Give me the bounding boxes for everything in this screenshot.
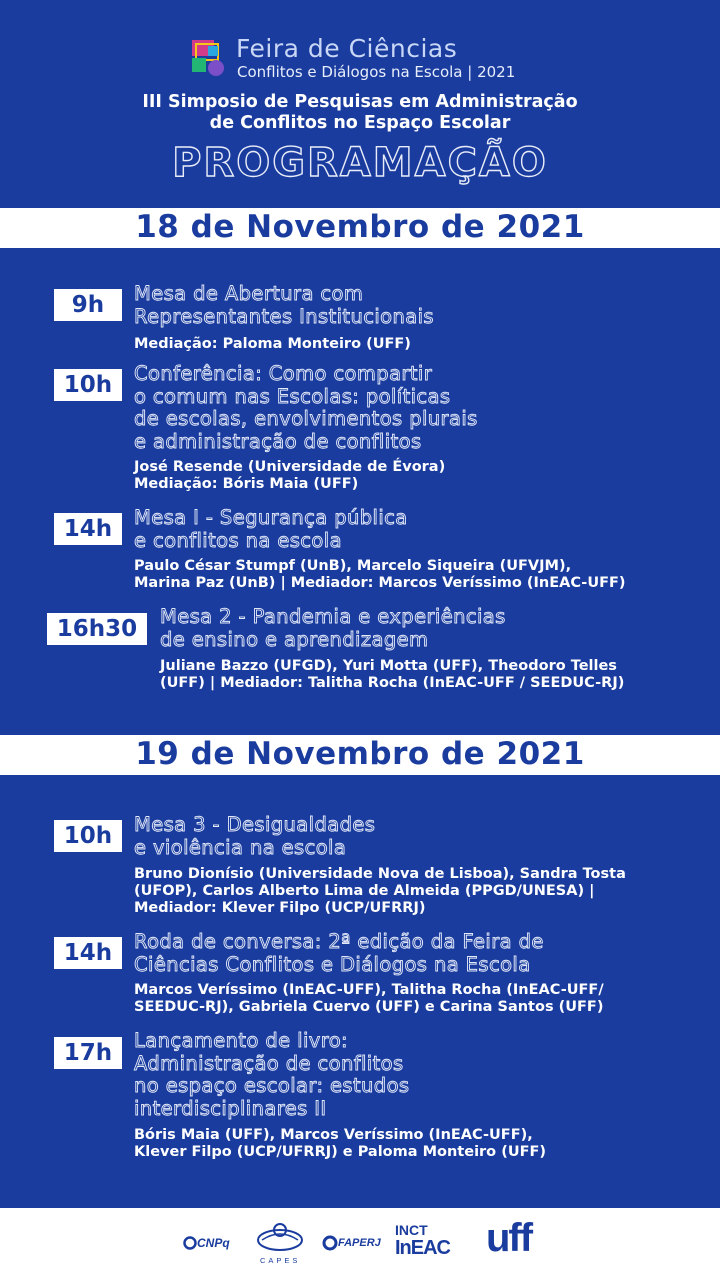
- time-badge: 16h30: [47, 613, 147, 645]
- event-title-line: Ciências Conflitos e Diálogos na Escola: [134, 952, 531, 976]
- uff-logo: [486, 1216, 556, 1264]
- people-line: Marina Paz (UnB) | Mediador: Marcos Veríssimo (InEAC-UFF): [134, 575, 626, 591]
- event-people: [134, 558, 626, 592]
- people-line: Klever Filpo (UCP/UFRRJ) e Paloma Monteiro (UFF): [134, 1144, 547, 1160]
- event-title-line: e violência na escola: [134, 835, 347, 859]
- symposium-line: de Conflitos no Espaço Escolar: [209, 113, 511, 133]
- faperj-logo: [322, 1232, 384, 1254]
- uff-text: uff: [486, 1216, 532, 1260]
- event-title-line: Mesa 3 - Desigualdades: [134, 813, 376, 836]
- people-line: Marcos Veríssimo (InEAC-UFF), Talitha Rocha (InEAC-UFF/: [134, 982, 604, 998]
- time-badge: 10h: [54, 369, 122, 401]
- event-people: [134, 459, 445, 493]
- event-title-line: e conflitos na escola: [134, 528, 342, 552]
- event-people: [134, 982, 604, 1016]
- event-title: [134, 1030, 409, 1120]
- speech-bubbles-icon: [190, 38, 230, 78]
- cnpq-logo: [183, 1234, 237, 1254]
- people-line: (UFOP), Carlos Alberto Lima de Almeida (PPGD/UNESA) |: [134, 883, 595, 899]
- people-line: Paulo César Stumpf (UnB), Marcelo Siqueira (UFVJM),: [134, 558, 572, 574]
- capes-emblem-icon: [256, 1218, 304, 1254]
- event-people: [134, 1127, 546, 1161]
- inct-ineac-logo: [395, 1223, 465, 1263]
- event-people: [134, 336, 411, 353]
- time-badge: 14h: [54, 937, 122, 969]
- time-badge: 14h: [54, 513, 122, 545]
- inct-text: INCT: [395, 1222, 428, 1238]
- event-title-line: de escolas, envolvimentos plurais: [134, 407, 478, 430]
- symposium-line: III Simposio de Pesquisas em Administração: [142, 92, 578, 112]
- ineac-text: InEAC: [395, 1237, 450, 1259]
- event-title-line: Mesa I - Segurança pública: [134, 506, 408, 529]
- people-line: Mediação: Bóris Maia (UFF): [134, 476, 359, 492]
- event-title-line: Mesa de Abertura com: [134, 282, 364, 305]
- people-line: Bóris Maia (UFF), Marcos Veríssimo (InEAC-UFF),: [134, 1127, 533, 1143]
- logo-title: Feira de Ciências: [236, 34, 458, 63]
- cnpq-text: CNPq: [197, 1236, 230, 1250]
- event-title: [134, 507, 408, 552]
- people-line: Mediador: Klever Filpo (UCP/UFRRJ): [134, 900, 426, 916]
- event-title-line: Conferência: Como compartir: [134, 362, 433, 385]
- event-people: [160, 658, 624, 692]
- event-title-line: Representantes Institucionais: [134, 304, 434, 328]
- event-title-line: Mesa 2 - Pandemia e experiências: [160, 605, 506, 628]
- people-line: Juliane Bazzo (UFGD), Yuri Motta (UFF), Theodoro Telles: [160, 658, 617, 674]
- faperj-swirl-icon: [322, 1235, 338, 1251]
- event-title-line: de ensino e aprendizagem: [160, 627, 429, 651]
- event-title-line: Administração de conflitos: [134, 1051, 404, 1075]
- program-title: PROGRAMAÇÃO: [172, 140, 548, 186]
- event-title-line: no espaço escolar: estudos: [134, 1074, 410, 1097]
- date-day2: 19 de Novembro de 2021: [135, 736, 585, 772]
- symposium-title: [0, 92, 720, 134]
- time-badge: 17h: [54, 1037, 122, 1069]
- people-line: Mediação: Paloma Monteiro (UFF): [134, 336, 411, 352]
- people-line: Bruno Dionísio (Universidade Nova de Lisboa), Sandra Tosta: [134, 866, 626, 882]
- capes-logo: [250, 1218, 310, 1270]
- people-line: (UFF) | Mediador: Talitha Rocha (InEAC-UFF / SEEDUC-RJ): [160, 675, 625, 691]
- event-title: [134, 283, 434, 328]
- faperj-text: FAPERJ: [338, 1237, 381, 1249]
- event-title: [134, 363, 478, 453]
- date-day1: 18 de Novembro de 2021: [135, 209, 585, 245]
- event-people: [134, 866, 626, 917]
- sponsor-logos: [0, 1208, 720, 1280]
- event-title-line: Roda de conversa: 2ª edição da Feira de: [134, 930, 544, 953]
- people-line: José Resende (Universidade de Évora): [134, 459, 446, 475]
- cnpq-swirl-icon: [183, 1236, 197, 1250]
- event-title-line: interdisciplinares II: [134, 1096, 327, 1120]
- feira-logo: [190, 34, 570, 84]
- event-title-line: Lançamento de livro:: [134, 1029, 349, 1052]
- time-badge: 9h: [54, 289, 122, 321]
- time-badge: 10h: [54, 820, 122, 852]
- logo-subtitle: Conflitos e Diálogos na Escola | 2021: [237, 63, 516, 81]
- event-title: [134, 931, 544, 976]
- people-line: SEEDUC-RJ), Gabriela Cuervo (UFF) e Carina Santos (UFF): [134, 999, 604, 1015]
- event-title-line: e administração de conflitos: [134, 429, 422, 453]
- event-title-line: o comum nas Escolas: políticas: [134, 384, 451, 408]
- capes-text: CAPES: [260, 1256, 301, 1265]
- event-title: [160, 606, 506, 651]
- event-title: [134, 814, 375, 859]
